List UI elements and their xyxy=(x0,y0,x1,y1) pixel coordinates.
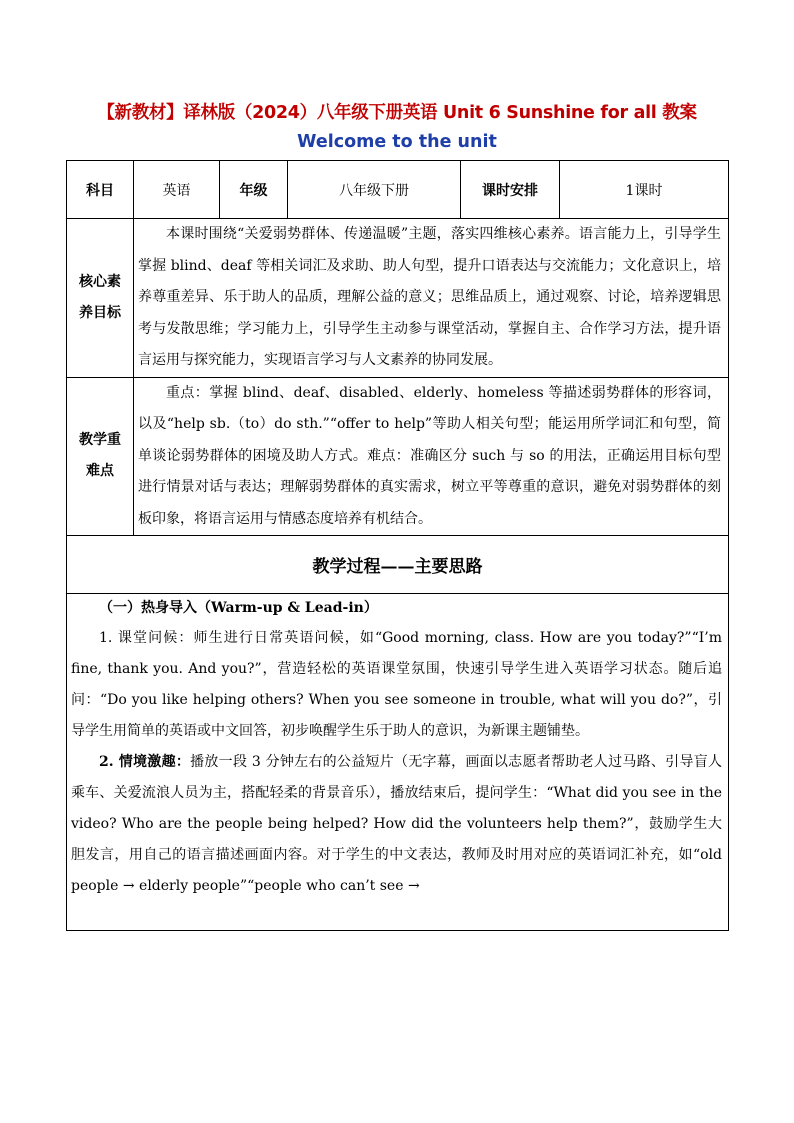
grade-label: 年级 xyxy=(220,161,288,219)
process-title-row xyxy=(67,536,729,594)
core-goals-label-line1: 核心素 xyxy=(79,273,121,290)
lesson-plan-table xyxy=(66,160,729,931)
core-goals-row xyxy=(67,219,729,378)
subject-value: 英语 xyxy=(134,161,220,219)
process-row xyxy=(67,594,729,931)
key-points-row xyxy=(67,377,729,536)
step-context-text: 播放一段 3 分钟左右的公益短片（无字幕，画面以志愿者帮助老人过马路、引导盲人乘车、关爱流浪人员为主，搭配轻柔的背景音乐），播放结束后，提问学生：“What did you see in the video? Who are the people being helped? How did the volunteers help them?”，鼓励学生大胆发言，用自己的语言描述画面内容。对于学生的中文表达，教师及时用对应的英语词汇补充，如“old people → elderly people”“people who can’t see → xyxy=(71,754,722,894)
key-points-label xyxy=(67,377,134,536)
document-subtitle: Welcome to the unit xyxy=(297,132,497,152)
core-goals-label xyxy=(67,219,134,378)
step-context-label: 2. 情境激趣： xyxy=(99,754,191,770)
hours-label: 课时安排 xyxy=(461,161,560,219)
step-context xyxy=(71,747,722,902)
process-content xyxy=(71,594,722,930)
hours-value: 1课时 xyxy=(560,161,729,219)
grade-value: 八年级下册 xyxy=(288,161,461,219)
key-points-label-line2: 难点 xyxy=(86,463,114,480)
header-row xyxy=(67,161,729,219)
process-title: 教学过程——主要思路 xyxy=(67,536,729,594)
key-points-label-line1: 教学重 xyxy=(79,432,121,449)
core-goals-text: 本课时围绕“关爱弱势群体、传递温暖”主题，落实四维核心素养。语言能力上，引导学生掌握 blind、deaf 等相关词汇及求助、助人句型，提升口语表达与交流能力；文化意识上，培养尊重差异、乐于助人的品质，理解公益的意义；思维品质上，通过观察、讨论，培养逻辑思考与发散思维；学习能力上，引导学生主动参与课堂活动，掌握自主、合作学习方法，提升语言运用与探究能力，实现语言学习与人文素养的协同发展。 xyxy=(138,226,721,368)
warmup-section-title: （一）热身导入（Warm-up & Lead-in） xyxy=(99,600,378,616)
subject-label: 科目 xyxy=(67,161,134,219)
core-goals-cell xyxy=(134,219,729,378)
key-points-cell xyxy=(134,377,729,536)
document-title: 【新教材】译林版（2024）八年级下册英语 Unit 6 Sunshine for all 教案 xyxy=(97,103,697,123)
process-cell xyxy=(67,594,729,931)
key-points-text: 重点：掌握 blind、deaf、disabled、elderly、homeless 等描述弱势群体的形容词，以及“help sb.（to）do sth.”“offer to help”等助人相关句型；能运用所学词汇和句型，简单谈论弱势群体的困境及助人方式。难点：准确区分 such 与 so 的用法，正确运用目标句型进行情景对话与表达；理解弱势群体的真实需求，树立平等尊重的意识，避免对弱势群体的刻板印象，将语言运用与情感态度培养有机结合。 xyxy=(138,384,721,527)
core-goals-label-line2: 养目标 xyxy=(79,304,121,321)
step-greeting: 1. 课堂问候：师生进行日常英语问候，如“Good morning, class. How are you today?”“I’m fine, thank you. And you?”，营造轻松的英语课堂氛围，快速引导学生进入英语学习状态。随后追问：“Do you like helping others? When you see someone in trouble, what will you do?”，引导学生用简单的英语或中文回答，初步唤醒学生乐于助人的意识，为新课主题铺垫。 xyxy=(71,630,722,739)
